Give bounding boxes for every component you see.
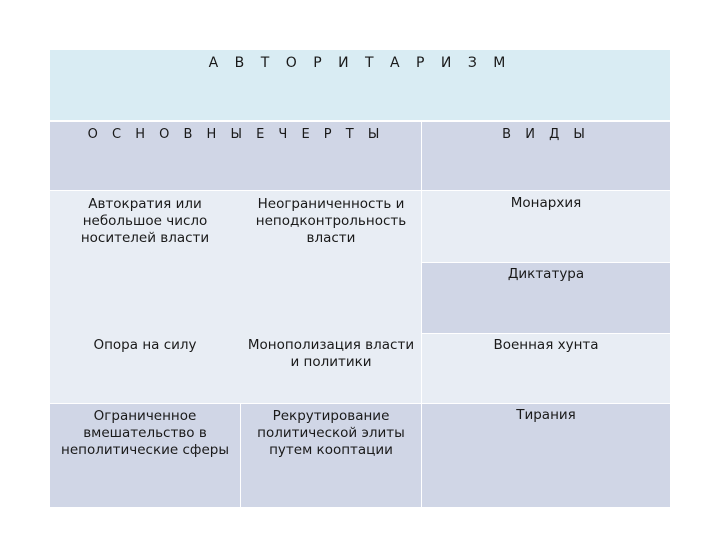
header-types: В И Д Ы xyxy=(422,121,670,191)
type-military-junta: Военная хунта xyxy=(422,333,670,403)
row-divider-types-1 xyxy=(422,262,670,263)
type-tyranny: Тирания xyxy=(422,403,670,507)
header-features: О С Н О В Н Ы Е Ч Е Р Т Ы xyxy=(50,121,422,191)
row-divider-types-2 xyxy=(422,333,670,334)
feature-limited-interference: Ограниченное вмешательство в неполитические сферы xyxy=(61,408,229,458)
feature-elite-cooptation: Рекрутирование политической элиты путем кооптации xyxy=(257,408,405,458)
feature-reliance-on-force: Опора на силу xyxy=(93,337,197,353)
row-divider xyxy=(50,403,670,404)
feature-autocracy: Автократия или небольшое число носителей власти xyxy=(80,196,210,246)
feature-monopolization: Монополизация власти и политики xyxy=(247,337,415,370)
column-divider xyxy=(421,121,422,507)
authoritarianism-table xyxy=(50,50,670,507)
column-divider-bottom xyxy=(240,403,241,507)
table-title: А В Т О Р И Т А Р И З М xyxy=(50,50,670,121)
type-monarchy: Монархия xyxy=(422,191,670,262)
feature-unlimited-power: Неограниченность и неподконтрольность власти xyxy=(255,196,407,246)
type-dictatorship: Диктатура xyxy=(422,262,670,333)
